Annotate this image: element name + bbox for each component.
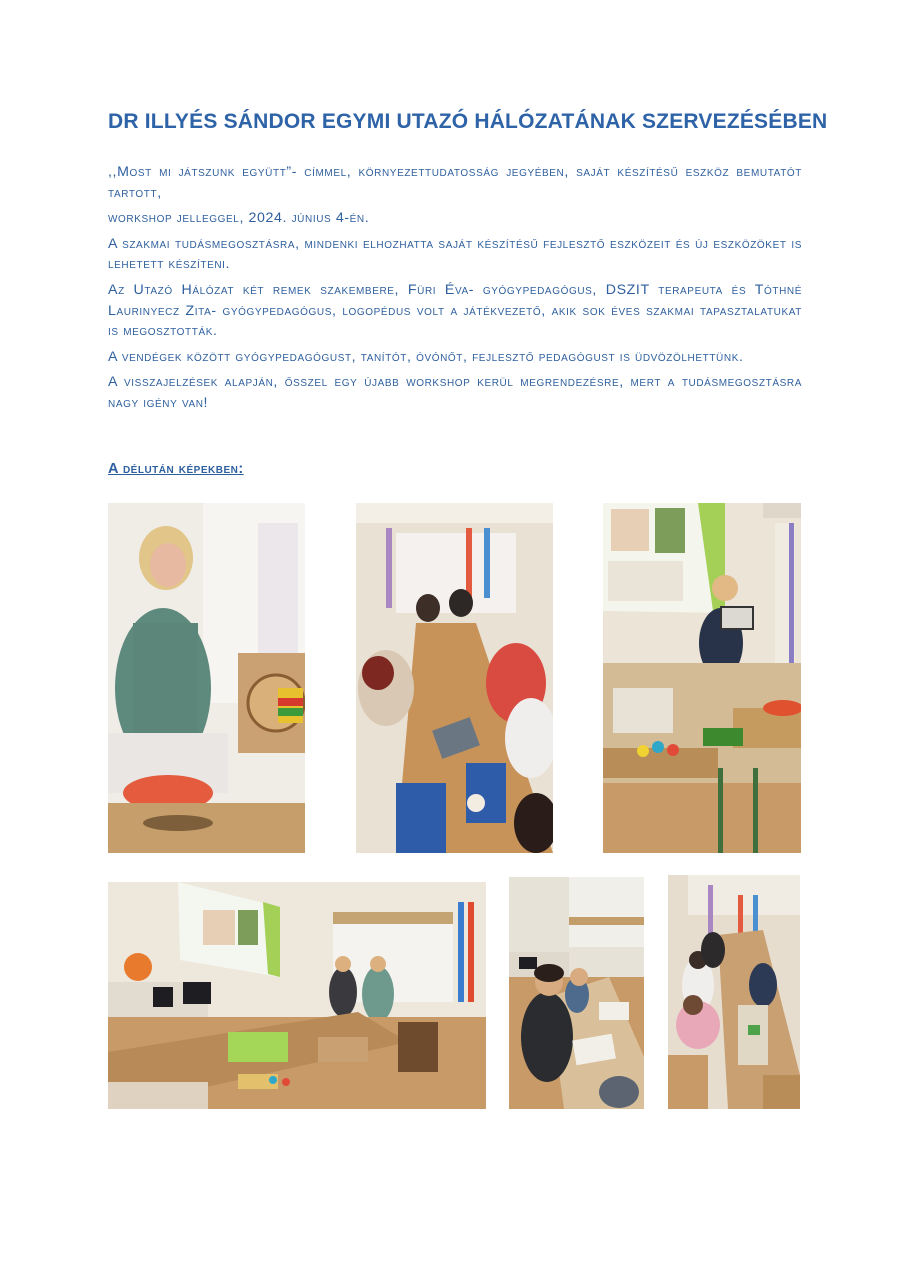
projector-demo-photo xyxy=(603,503,801,853)
paragraph: A vendégek között gyógypedagógust, tanítót, óvónőt, fejlesztő pedagógust is üdvözölhettünk. xyxy=(108,348,744,365)
classroom-wide-photo xyxy=(108,882,486,1109)
paragraph: workshop jelleggel, 2024. június 4-én. xyxy=(108,210,370,227)
presenter-photo xyxy=(108,503,305,853)
paragraph: A visszajelzések alapján, ősszel egy újabb workshop kerül megrendezésre, mert a tudásmegosztásra nagy igény van! xyxy=(108,374,802,411)
table-participants-photo xyxy=(356,503,553,853)
paragraph: A szakmai tudásmegosztásra, mindenki elhozhatta saját készítésű fejlesztő eszközeit és új eszközöket is lehetett készíteni. xyxy=(108,235,802,273)
paragraph: ,,Most mi játszunk együtt”- címmel, környezettudatosság jegyében, saját készítésű eszköz bemutatót tartott, xyxy=(108,164,802,201)
photos-caption: A délután képekben: xyxy=(108,461,244,477)
paragraph: Az Utazó Hálózat két remek szakembere, Füri Éva- gyógypedagógus, DSZIT terapeuta és Tóthné Laurinyecz Zita- gyógypedagógus, logopédus volt a játékvezető, akik sok éves szakmai tapasztalatukat is megosztották. xyxy=(108,281,802,340)
body-text xyxy=(108,162,802,419)
long-table-photo xyxy=(668,875,800,1109)
page-title: DR ILLYÉS SÁNDOR EGYMI UTAZÓ HÁLÓZATÁNAK SZERVEZÉSÉBEN xyxy=(108,110,828,133)
smiling-participant-photo xyxy=(509,877,644,1109)
